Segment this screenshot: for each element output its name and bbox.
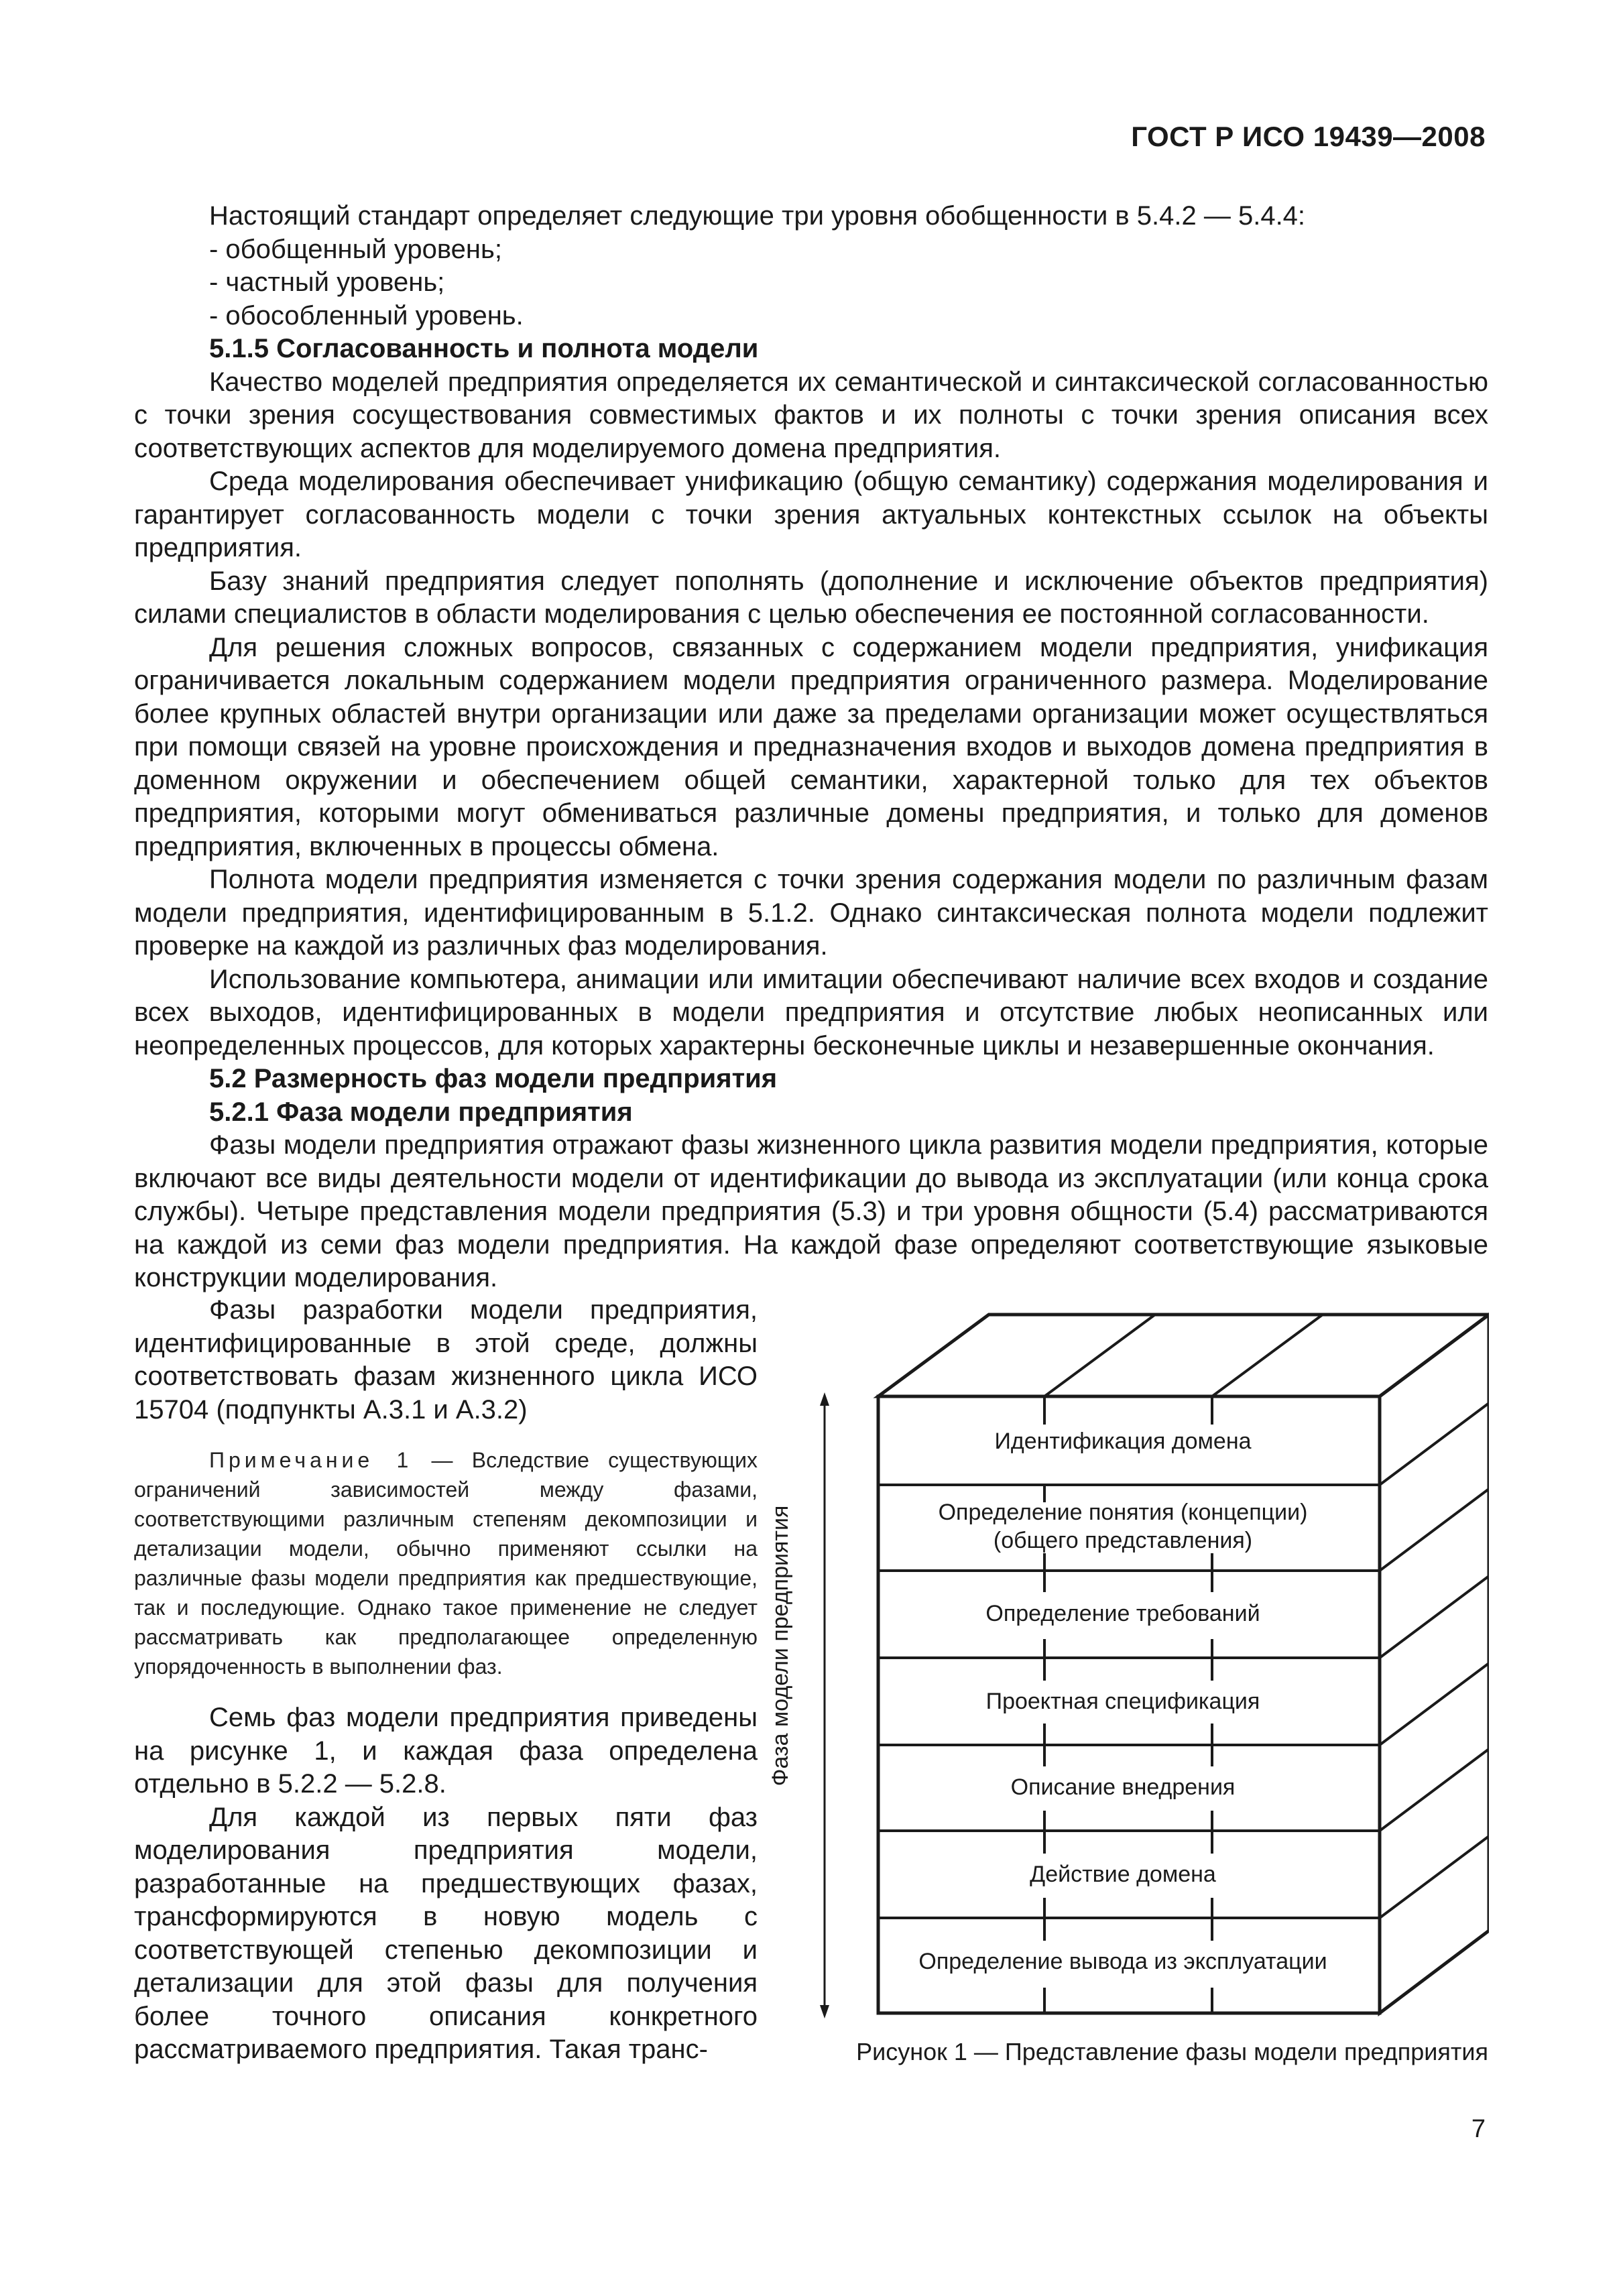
left-column-text — [134, 1294, 758, 2067]
phase-label-6: Действие домена — [1030, 1862, 1216, 1887]
arrow-head-up — [820, 1392, 829, 1406]
paragraph: Среда моделирования обеспечивает унификацию (общую семантику) содержания моделирования и гарантирует согласованность модели с точки зрения актуальных контекстных ссылок на объекты предприятия. — [134, 467, 1488, 562]
paragraph: Полнота модели предприятия изменяется с точки зрения содержания модели по различным фазам модели предприятия, идентифицированным в 5.1.2. Однако синтаксическая полнота модели подлежит проверке на каждой из различных фаз моделирования. — [134, 865, 1488, 961]
section-heading-5-1-5: 5.1.5 Согласованность и полнота модели — [209, 334, 759, 363]
note-text: — Вследствие существующих ограничений зависимостей между фазами, соответствующими различным степеням декомпозиции и детализации модели, обычно применяют ссылки на различные фазы модели предприятия как предшествующие, так и последующие. Однако такое применение не следует рассматривать как предполагающее определенную упорядоченность в выполнении фаз. — [134, 1448, 758, 1679]
phase-label-7: Определение вывода из эксплуатации — [918, 1949, 1327, 1974]
phase-label-3: Определение требований — [985, 1601, 1260, 1626]
cube-diagram — [781, 1297, 1489, 2041]
paragraph: Для решения сложных вопросов, связанных с содержанием модели предприятия, унификация ограничивается локальным содержанием модели предприятия ограниченного размера. Моделирование более крупных областей внутри организации или даже за пределами организации может осуществляться при помощи связей на уровне происхождения и предназначения входов и выходов домена предприятия в доменном окружении и обеспечением общей семантики, характерной только для тех объектов предприятия, которыми могут обмениваться различные домены предприятия, и только для доменов предприятия, включенных в процессы обмена. — [134, 632, 1488, 861]
page-number: 7 — [1471, 2115, 1486, 2143]
standard-header: ГОСТ Р ИСО 19439—2008 — [1131, 121, 1486, 152]
top-divider — [1212, 1315, 1323, 1396]
phase-label-1: Идентификация домена — [994, 1429, 1252, 1454]
paragraph: Базу знаний предприятия следует пополнять (дополнение и исключение объектов предприятия) силами специалистов в области моделирования с целью обеспечения ее постоянной согласованности. — [134, 566, 1488, 629]
phase-label-2 — [878, 1498, 1368, 1555]
side-dividers — [1380, 1403, 1489, 1918]
phase-label-2-line2: (общего представления) — [993, 1528, 1253, 1553]
section-heading-5-2: 5.2 Размерность фаз модели предприятия — [209, 1064, 778, 1093]
note-1 — [134, 1445, 758, 1681]
paragraph: Фазы модели предприятия отражают фазы жизненного цикла развития модели предприятия, которые включают все виды деятельности модели от идентификации до вывода из эксплуатации (или конца срока службы). Четыре представления модели предприятия (5.3) и три уровня общности (5.4) рассматриваются на каждой из семи фаз модели предприятия. На каждой фазе определяют соответствующие языковые конструкции моделирования. — [134, 1130, 1488, 1292]
intro-paragraph: Настоящий стандарт определяет следующие три уровня обобщенности в 5.4.2 — 5.4.4: — [209, 201, 1306, 231]
figure-caption: Рисунок 1 — Представление фазы модели предприятия — [856, 2038, 1488, 2065]
section-heading-5-2-1: 5.2.1 Фаза модели предприятия — [209, 1097, 633, 1127]
phase-label-4: Проектная спецификация — [985, 1689, 1260, 1714]
axis-label: Фаза модели предприятия — [768, 1505, 793, 1787]
paragraph: Фазы разработки модели предприятия, идентифицированные в этой среде, должны соответствовать фазам жизненного цикла ИСО 15704 (подпункты А.3.1 и А.3.2) — [134, 1295, 758, 1425]
paragraph: Качество моделей предприятия определяется их семантической и синтаксической согласованностью с точки зрения сосуществования совместимых фактов и их полноты с точки зрения описания всех соответствующих аспектов для моделируемого домена предприятия. — [134, 367, 1488, 463]
paragraph: Использование компьютера, анимации или имитации обеспечивают наличие всех входов и создание всех выходов, идентифицированных в модели предприятия и отсутствие любых неописанных или неопределенных процессов, для которых характерны бесконечные циклы и незавершенные окончания. — [134, 964, 1488, 1061]
arrow-head-down — [820, 2005, 829, 2018]
top-divider — [1044, 1315, 1155, 1396]
list-item: - обособленный уровень. — [209, 300, 524, 330]
list-item: - обобщенный уровень; — [209, 234, 502, 264]
paragraph: Семь фаз модели предприятия приведены на рисунке 1, и каждая фаза определена отдельно в 5.2.2 — 5.2.8. — [134, 1703, 758, 1799]
cube-side-face — [1380, 1315, 1489, 2013]
phase-label-5: Описание внедрения — [1010, 1774, 1236, 1800]
note-label: Примечание 1 — [209, 1448, 413, 1472]
list-item: - частный уровень; — [209, 267, 445, 297]
main-text — [134, 200, 1488, 1295]
phase-label-2-line1: Определение понятия (концепции) — [938, 1500, 1308, 1525]
figure-phase-cube — [768, 1297, 1489, 2041]
paragraph: Для каждой из первых пяти фаз моделирования предприятия модели, разработанные на предшествующих фазах, трансформируются в новую модель с соответствующей степенью декомпозиции и детализации для этой фазы для получения более точного описания конкретного рассматриваемого предприятия. Такая транс- — [134, 1802, 758, 2064]
